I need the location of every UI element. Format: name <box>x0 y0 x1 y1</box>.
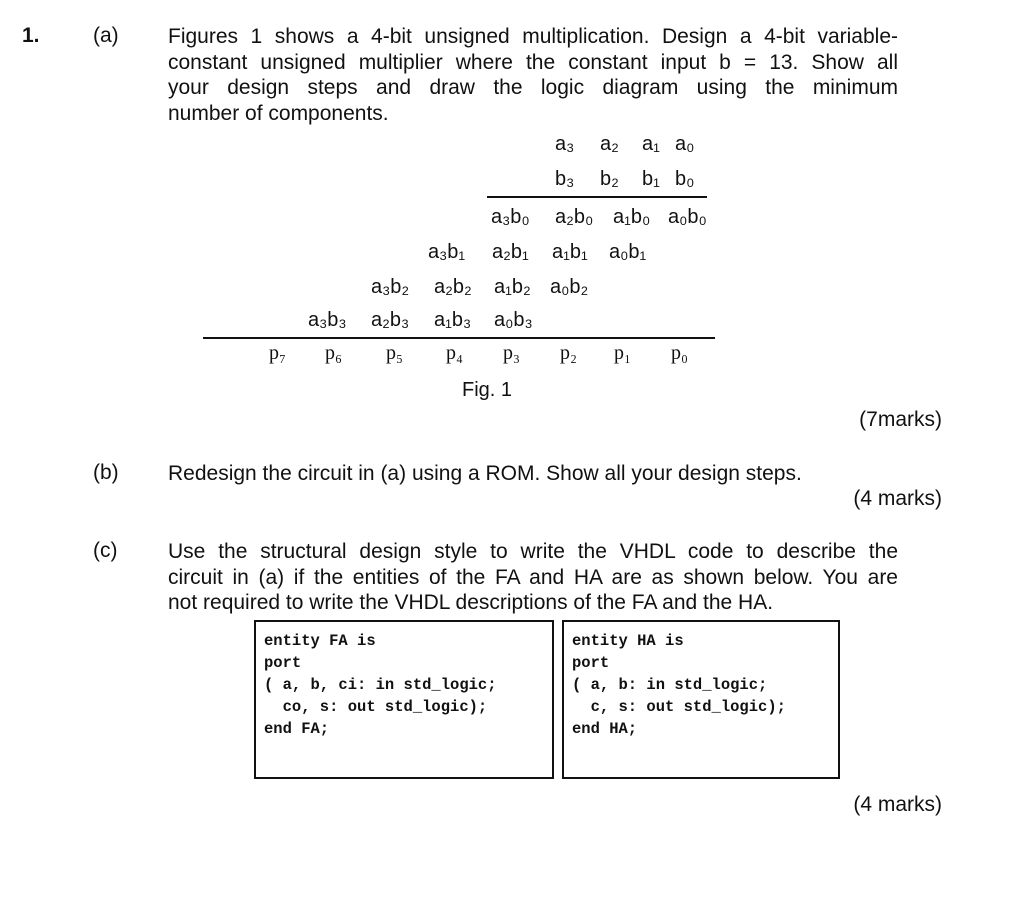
fig-p7: p₇ <box>269 342 286 364</box>
fig-pp1-term: a₁b₁ <box>552 241 588 263</box>
fig-pp2-term: a₂b₂ <box>434 276 472 298</box>
part-b-label: (b) <box>93 461 119 484</box>
part-c-label: (c) <box>93 539 118 562</box>
fig-b2: b₂ <box>600 168 619 190</box>
fig-pp0-term: a₁b₀ <box>613 206 651 228</box>
fig-pp2-term: a₀b₂ <box>550 276 589 298</box>
part-a-marks: (7marks) <box>859 408 942 431</box>
part-c-text <box>168 539 898 616</box>
fig-p1: p₁ <box>614 342 631 364</box>
part-a-line: constant unsigned multiplier where the constant input b = 13. Show all <box>168 50 898 74</box>
fa-code-line: port <box>264 654 302 672</box>
ha-entity-box <box>562 620 840 779</box>
ha-code-line: port <box>572 654 610 672</box>
fig-p6: p₆ <box>325 342 342 364</box>
fig-rule-bottom <box>203 337 715 339</box>
fa-code-line: end FA; <box>264 720 330 738</box>
ha-code-line: entity HA is <box>572 632 684 650</box>
fig-pp3-term: a₃b₃ <box>308 309 347 331</box>
fig-p4: p₄ <box>446 342 463 364</box>
fig-p5: p₅ <box>386 342 403 364</box>
fig-pp3-term: a₁b₃ <box>434 309 472 331</box>
fa-code <box>264 630 544 740</box>
part-c-line: circuit in (a) if the entities of the FA and HA are as shown below. You are <box>168 565 898 589</box>
fig-p2: p₂ <box>560 342 577 364</box>
ha-code <box>572 630 830 740</box>
ha-code-line: end HA; <box>572 720 638 738</box>
fig-pp1-term: a₂b₁ <box>492 241 529 263</box>
part-a-line: your design steps and draw the logic diagram using the minimum <box>168 76 898 99</box>
fig-pp0-term: a₃b₀ <box>491 206 530 228</box>
figure-1 <box>0 0 1024 420</box>
fig-rule-top <box>487 196 707 198</box>
fig-a0: a₀ <box>675 133 695 155</box>
ha-code-line: ( a, b: in std_logic; <box>572 676 768 694</box>
part-c-line: not required to write the VHDL descriptions of the FA and the HA. <box>168 591 774 614</box>
fig-a2: a₂ <box>600 133 619 155</box>
part-c-line: Use the structural design style to write the VHDL code to describe the <box>168 540 898 563</box>
fig-b0: b₀ <box>675 168 695 190</box>
fig-a1: a₁ <box>642 133 660 155</box>
fa-code-line: co, s: out std_logic); <box>264 698 488 716</box>
fig-p0: p₀ <box>671 342 688 364</box>
fig-p3: p₃ <box>503 342 520 364</box>
fa-code-line: entity FA is <box>264 632 376 650</box>
fig-pp3-term: a₀b₃ <box>494 309 533 331</box>
part-a-label: (a) <box>93 24 119 47</box>
fig-pp0-term: a₀b₀ <box>668 206 707 228</box>
fig-b3: b₃ <box>555 168 575 190</box>
fig-pp1-term: a₀b₁ <box>609 241 647 263</box>
fig-pp3-term: a₂b₃ <box>371 309 410 331</box>
fig-pp1-term: a₃b₁ <box>428 241 466 263</box>
part-b-text: Redesign the circuit in (a) using a ROM. Show all your design steps. <box>168 462 802 485</box>
fa-code-line: ( a, b, ci: in std_logic; <box>264 676 497 694</box>
question-number: 1. <box>22 24 40 47</box>
ha-code-line: c, s: out std_logic); <box>572 698 786 716</box>
fig-pp2-term: a₃b₂ <box>371 276 410 298</box>
fig-pp2-term: a₁b₂ <box>494 276 531 298</box>
part-a-line: Figures 1 shows a 4-bit unsigned multiplication. Design a 4-bit variable- <box>168 25 898 48</box>
figure-caption: Fig. 1 <box>462 379 513 401</box>
fig-b1: b₁ <box>642 168 660 190</box>
part-a-line: number of components. <box>168 101 389 125</box>
part-b-marks: (4 marks) <box>853 487 942 510</box>
fig-a3: a₃ <box>555 133 575 155</box>
fa-entity-box <box>254 620 554 779</box>
part-c-marks: (4 marks) <box>853 793 942 816</box>
fig-pp0-term: a₂b₀ <box>555 206 594 228</box>
